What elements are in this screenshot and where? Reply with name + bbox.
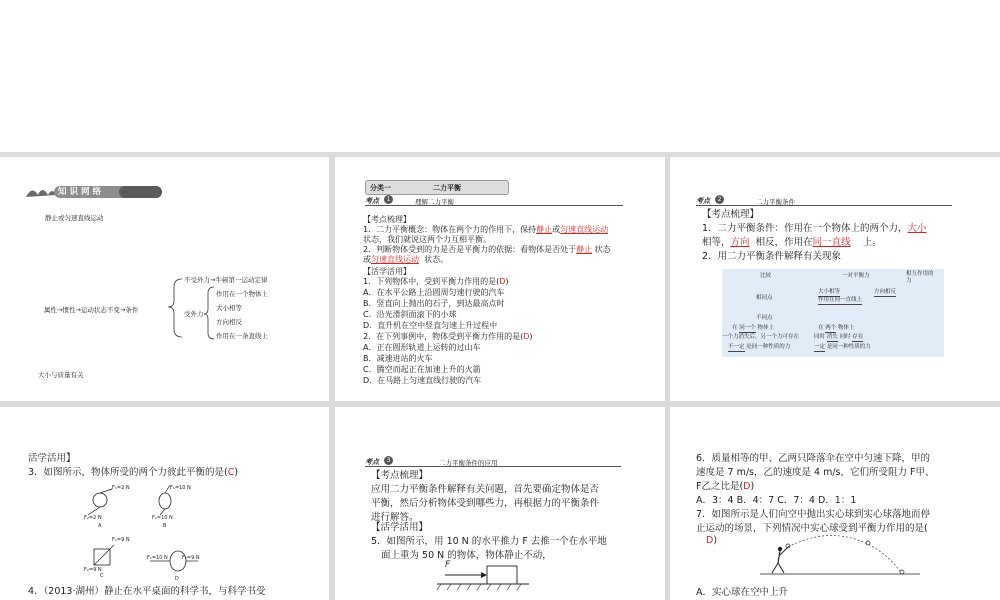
- paragraph: 进行解答。: [371, 512, 419, 523]
- section-heading: 【活学活用】: [371, 522, 429, 533]
- paragraph-2-cont: 或匀速直线运动 状态。: [363, 255, 449, 264]
- table-cell: 作用在同一直线上: [818, 297, 863, 303]
- answer-mark: D: [743, 481, 751, 492]
- figure-letter: C: [100, 573, 104, 579]
- options-line: A．3：4 B．4：7 C．7：4 D．1：1: [696, 495, 857, 506]
- figure-letter: D: [175, 576, 179, 582]
- figure-letter: A: [98, 523, 102, 529]
- paragraph-1-cont: 状态，我们就说这两个力互相平衡。: [363, 235, 491, 244]
- option: B．减速进站的火车: [363, 354, 433, 363]
- option: B．竖直向上抛出的石子，到达最高点时: [363, 299, 505, 308]
- answer-blank: 方向: [730, 237, 750, 248]
- question-2: 2．在下列事例中，物体受到平衡力作用的是(D): [363, 332, 533, 341]
- option: C．沿光滑斜面滚下的小球: [363, 310, 457, 319]
- question-5: 5．如图所示，用 10 N 的水平推力 F 去推一个在水平地: [371, 536, 607, 547]
- force-label: F₂=9 N: [182, 555, 200, 561]
- question-1: 1．下列物体中，受到平衡力作用的是(D): [363, 277, 509, 286]
- option: A．在水平公路上沿圆周匀速行驶的汽车: [363, 288, 505, 297]
- kaodian-number: 3: [384, 456, 393, 465]
- answer-line: D): [706, 535, 718, 546]
- force-label: F₁=10 N: [170, 485, 191, 491]
- option: C．腾空而起正在加速上升的火箭: [363, 365, 481, 374]
- shot-put-figure: [760, 533, 920, 581]
- kaodian-title: 二力平衡条件的应用: [439, 459, 498, 467]
- divider: [696, 205, 952, 206]
- force-label: F: [445, 560, 451, 570]
- table-cell: 大小相等: [818, 289, 841, 295]
- option: A．正在圆形轨道上运转的过山车: [363, 343, 481, 352]
- kaodian-label: 考点: [365, 197, 379, 205]
- divider: [365, 205, 623, 206]
- question-4: 4．（2013·湖州）静止在水平桌面的科学书，与科学书受: [28, 586, 266, 597]
- no-force-branch: 不受外力→牛顿第一运动定律: [184, 276, 268, 284]
- table-header: 一对平衡力: [842, 273, 870, 279]
- slide-thumbnail-3[interactable]: [670, 157, 1000, 401]
- section-heading: 活学活用】: [28, 453, 76, 464]
- category-title: 二力平衡: [433, 184, 461, 192]
- table-cell: 在 两个 物体上: [818, 325, 855, 331]
- category-label: 分类一: [370, 184, 391, 192]
- answer-mark: C: [227, 467, 235, 478]
- answer-blank: 静止: [576, 245, 593, 254]
- figure-letter: B: [163, 523, 167, 529]
- slide-thumbnail-6[interactable]: [670, 407, 1000, 600]
- question-6-cont: F乙之比是(D): [696, 481, 755, 492]
- question-3: 3．如图所示，物体所受的两个力彼此平衡的是(C): [28, 467, 239, 478]
- answer-blank: 匀速直线运动: [560, 225, 609, 234]
- state-text: 静止或匀速直线运动: [45, 214, 104, 222]
- mass-note: 大小与质量有关: [38, 371, 84, 379]
- question-5-cont: 面上重为 50 N 的物体，物体静止不动，: [381, 550, 552, 561]
- force-label: F₁=9 N: [112, 537, 130, 543]
- paragraph-2: 2．用二力平衡条件解释有关现象: [702, 251, 842, 262]
- table-cell: 同时 消失 同时 存在: [814, 334, 864, 340]
- kaodian-title: 理解二力平衡: [415, 198, 454, 206]
- question-6-cont: 速度是 7 m/s，乙的速度是 4 m/s，它们所受阻力 F甲、: [696, 467, 935, 478]
- force-label: F₁=10 N: [147, 555, 168, 561]
- table-header: 比较: [760, 273, 772, 279]
- option: A．实心球在空中上升: [696, 587, 788, 598]
- paragraph: 平衡，然后分析物体受到哪些力，再根据力的平衡条件: [371, 498, 600, 509]
- table-header: 相互作用的力: [906, 271, 934, 284]
- condition-item: 作用在一条直线上: [216, 332, 268, 340]
- section-heading: 【考点梳理】: [371, 470, 429, 481]
- table-cell: 相同点: [756, 295, 773, 301]
- section-heading: 【活学活用】: [363, 267, 411, 276]
- question-7: 7．如图所示是人们向空中抛出实心球到实心球落地而停: [696, 509, 931, 520]
- kaodian-number: 2: [715, 195, 724, 204]
- condition-item: 大小相等: [216, 304, 242, 312]
- kaodian-label: 考点: [365, 458, 379, 466]
- comparison-table: [722, 269, 944, 357]
- slide-thumbnail-4[interactable]: [0, 407, 329, 600]
- kaodian-title: 二力平衡条件: [756, 198, 795, 206]
- table-cell: 一定 是同一种性质的力: [814, 344, 871, 350]
- paragraph-2: 2．判断物体受到的力是否是平衡力的依据：看物体是否处于静止 状态: [363, 245, 611, 254]
- force-branch-label: 受外力: [184, 310, 204, 318]
- paragraph: 应用二力平衡条件解释有关问题，首先要确定物体是否: [371, 484, 600, 495]
- answer-blank: 同一直线: [812, 237, 851, 248]
- table-cell: 方向相反: [874, 289, 897, 295]
- divider: [365, 466, 621, 467]
- paragraph-1: 1．二力平衡概念：物体在两个力的作用下，保持静止或匀速直线运动: [363, 225, 609, 234]
- slide-thumbnail-5[interactable]: [335, 407, 665, 600]
- force-label: F₂=9 N: [84, 567, 102, 573]
- answer-blank: 大小: [907, 223, 927, 234]
- question-6: 6．质量相等的甲、乙两只降落伞在空中匀速下降，甲的: [696, 453, 931, 464]
- kaodian-label: 考点: [696, 197, 710, 205]
- question-7-cont: 止运动的场景，下列情况中实心球受到平衡力作用的是(: [696, 523, 928, 534]
- section-heading: 【考点梳理】: [702, 209, 760, 220]
- table-cell: 不一定 是同一种性质的力: [728, 344, 791, 350]
- force-label: F₁=2 N: [112, 485, 130, 491]
- table-cell: 在 同一个 物体上: [732, 325, 775, 331]
- answer-mark: D: [499, 277, 506, 286]
- section-heading: 【考点梳理】: [363, 215, 411, 224]
- option: D．直升机在空中竖直匀速上升过程中: [363, 321, 498, 330]
- answer-mark: D: [523, 332, 530, 341]
- paragraph-1-cont: 相等，方向 相反，作用在同一直线 上。: [702, 237, 882, 248]
- paragraph-1: 1．二力平衡条件：作用在一个物体上的两个力，大小: [702, 223, 927, 234]
- property-chain-text: 属性→惯性→运动状态不变→条件: [44, 306, 139, 314]
- slide-thumbnail-1[interactable]: [0, 157, 329, 401]
- kaodian-number: 1: [384, 195, 393, 204]
- condition-item: 作用在一个物体上: [216, 290, 268, 298]
- slide-title: 知识网络: [58, 187, 105, 197]
- answer-blank: 匀速直线运动: [371, 255, 419, 264]
- force-label: F₂=2 N: [84, 515, 102, 521]
- table-cell: 一个力消失后，另一个力可存在: [722, 334, 800, 340]
- table-cell: 不同点: [756, 315, 773, 321]
- condition-item: 方向相反: [216, 318, 242, 326]
- option: D．在马路上匀速直线行驶的汽车: [363, 376, 482, 385]
- force-label: F₂=10 N: [152, 515, 173, 521]
- answer-mark: D: [706, 535, 714, 546]
- slide-thumbnail-2[interactable]: [335, 157, 665, 401]
- answer-blank: 静止: [536, 225, 553, 234]
